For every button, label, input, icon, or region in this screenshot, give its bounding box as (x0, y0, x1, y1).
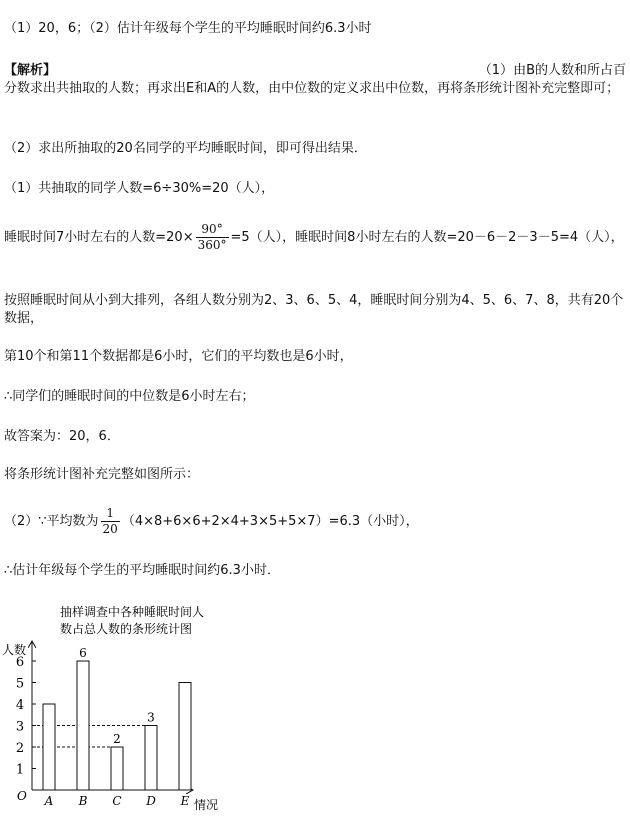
solution-step-8 (4, 506, 419, 537)
chart-title-line-1: 抽样调查中各种睡眠时间人 (60, 605, 205, 619)
solution-step-2 (4, 222, 624, 253)
bar-B (77, 661, 89, 790)
y-tick-label-0: 1 (15, 762, 25, 778)
solution-step-8-pre: （2）∵平均数为 (4, 514, 99, 529)
solution-step-4: 第10个和第11个数据都是6小时，它们的平均数也是6小时， (4, 349, 353, 364)
y-tick-label-1: 2 (15, 741, 25, 756)
chart-x-label: 情况 (194, 798, 219, 812)
solution-step-7: 将条形统计图补充完整如图所示： (4, 467, 200, 482)
solution-step-1: （1）共抽取的同学人数=6÷30%=20（人）， (4, 181, 275, 196)
chart-y-label: 人数 (2, 643, 27, 657)
bar-chart (0, 600, 300, 833)
solution-step-3: 按照睡眠时间从小到大排列，各组人数分别为2、3、6、5、4，睡眠时间分别为4、5、6、7、8，共有20个数据， (4, 293, 624, 326)
solution-step-5: ∴同学们的睡眠时间的中位数是6小时左右； (4, 389, 255, 404)
bar-value-label-D: 3 (147, 710, 155, 725)
y-tick-label-3: 4 (15, 698, 25, 713)
bar-D (145, 726, 157, 791)
bar-value-label-B: 6 (79, 646, 87, 660)
analysis-tag: 【解析】 (4, 63, 57, 78)
category-label-D: D (146, 794, 156, 808)
analysis-p1b: 分数求出共抽取的人数；再求出E和A的人数，由中位数的定义求出中位数，再将条形统计图补充完整即可； (4, 81, 620, 96)
solution-step-2-pre: 睡眠时间7小时左右的人数=20× (4, 230, 194, 245)
bar-chart-container (0, 600, 300, 833)
solution-step-8-post: （4×8+6×6+2×4+3×5+5×7）=6.3（小时）， (121, 514, 419, 529)
solution-step-2-post: =5（人），睡眠时间8小时左右的人数=20－6－2－3－5=4（人）， (230, 230, 624, 245)
bar-value-label-C: 2 (113, 732, 121, 746)
solution-step-6: 故答案为：20，6． (4, 429, 120, 444)
solution-step-9: ∴估计年级每个学生的平均睡眠时间约6.3小时． (4, 563, 280, 578)
chart-title-line-2: 数占总人数的条形统计图 (60, 622, 193, 636)
angle-fraction-numerator: 90° (196, 222, 229, 238)
y-tick-label-2: 3 (15, 719, 25, 735)
mean-fraction (101, 506, 120, 537)
analysis-p2: （2）求出所抽取的20名同学的平均睡眠时间，即可得出结果． (4, 141, 367, 156)
category-label-B: B (78, 794, 88, 808)
category-label-A: A (44, 794, 54, 808)
analysis-header (4, 62, 626, 80)
y-tick-label-4: 5 (15, 676, 25, 692)
analysis-p1a: （1）由B的人数和所占百 (478, 63, 626, 78)
y-tick-label-5: 6 (15, 655, 25, 670)
angle-fraction-denominator: 360° (197, 238, 227, 252)
answer-line: （1）20，6；（2）估计年级每个学生的平均睡眠时间约6.3小时 (4, 21, 372, 36)
mean-fraction-denominator: 20 (102, 522, 118, 536)
angle-fraction (196, 222, 229, 253)
bar-C (111, 747, 123, 790)
mean-fraction-numerator: 1 (101, 506, 120, 522)
category-label-E: E (180, 794, 190, 808)
category-label-C: C (112, 794, 122, 808)
chart-origin-label: O (17, 789, 27, 803)
bar-E (179, 683, 191, 791)
bar-A (43, 704, 55, 790)
